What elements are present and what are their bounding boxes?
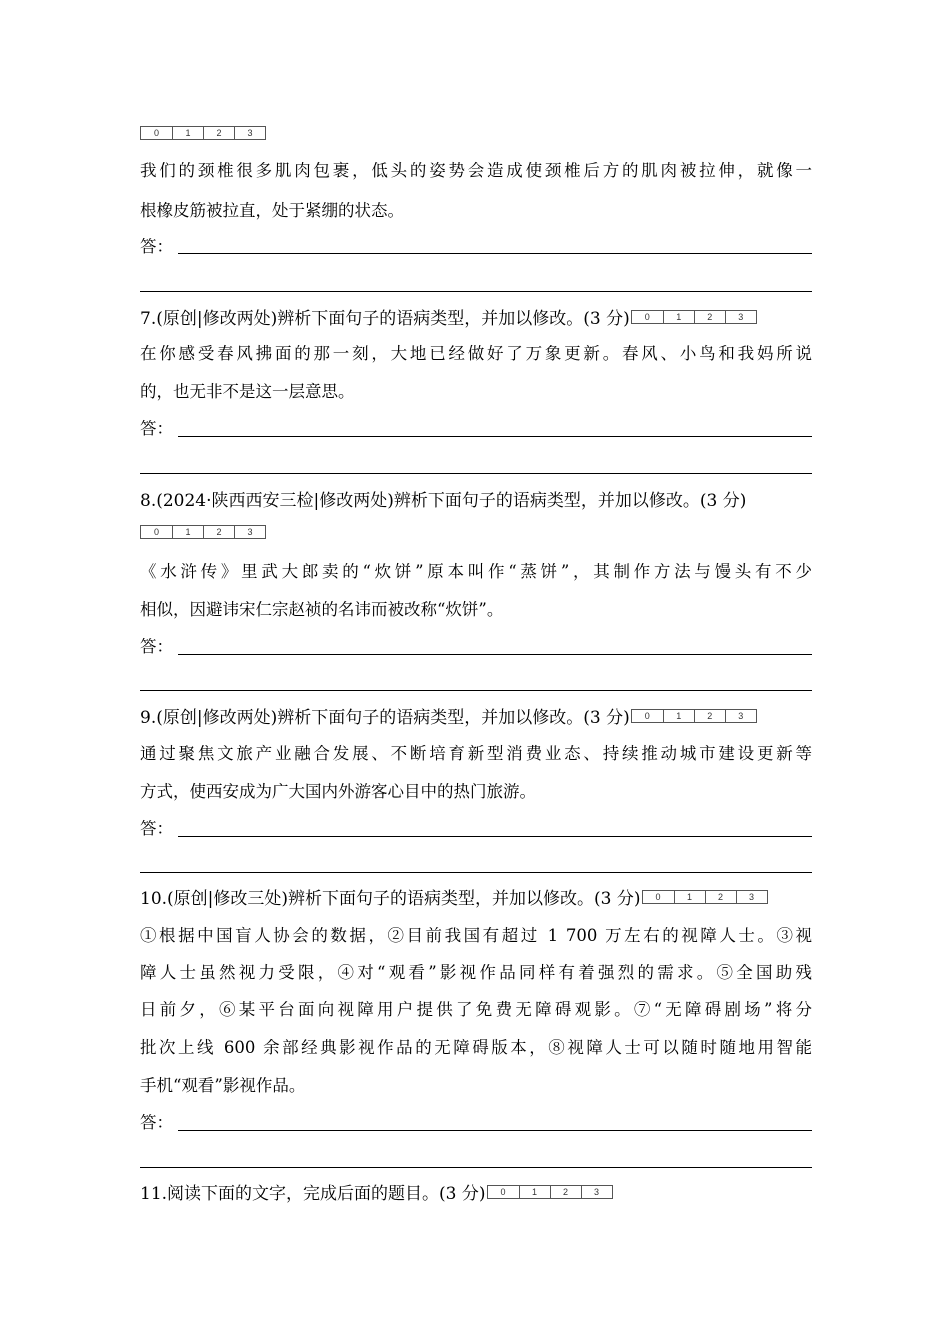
score-option[interactable]: 0 xyxy=(153,128,159,138)
score-option[interactable]: 2 xyxy=(694,710,725,722)
score-option[interactable]: 1 xyxy=(172,526,203,538)
score-box-q9[interactable] xyxy=(631,709,757,723)
answer-label: 答： xyxy=(140,1113,173,1132)
q11-title-text: 11.阅读下面的文字，完成后面的题目。(3 分) xyxy=(140,1184,486,1204)
q8-title: 8.(2024·陕西西安三检|修改两处)辨析下面句子的语病类型，并加以修改。(3 分) xyxy=(140,491,747,511)
answer-line[interactable] xyxy=(140,473,812,474)
score-option[interactable]: 1 xyxy=(172,127,203,139)
score-option[interactable]: 2 xyxy=(550,1186,581,1198)
q9-text-line: 方式，使西安成为广大国内外游客心目中的热门旅游。 xyxy=(140,782,536,801)
score-option[interactable]: 0 xyxy=(500,1186,506,1197)
answer-label: 答： xyxy=(140,237,173,256)
answer-label: 答： xyxy=(140,637,173,656)
score-option[interactable]: 2 xyxy=(203,526,234,538)
q9-text-line: 通过聚焦文旅产业融合发展、不断培育新型消费业态、持续推动城市建设更新等 xyxy=(140,744,812,763)
score-option[interactable]: 3 xyxy=(736,891,767,903)
q6-text-line: 根橡皮筋被拉直，处于紧绷的状态。 xyxy=(140,201,404,220)
score-box-q10[interactable] xyxy=(642,890,768,904)
q7-text-line: 的，也无非不是这一层意思。 xyxy=(140,382,355,401)
answer-line[interactable] xyxy=(178,253,812,254)
score-box-q7[interactable] xyxy=(631,310,757,324)
q10-text-line: ①根据中国盲人协会的数据，②目前我国有超过 1 700 万左右的视障人士。③视 xyxy=(140,926,812,945)
q8-text-line: 《水浒传》里武大郎卖的“炊饼”原本叫作“蒸饼”，其制作方法与馒头有不少 xyxy=(140,562,812,581)
q9-title xyxy=(140,707,757,729)
answer-line[interactable] xyxy=(178,836,812,837)
answer-label: 答： xyxy=(140,819,173,838)
score-option[interactable]: 3 xyxy=(581,1186,612,1198)
q7-title-text: 7.(原创|修改两处)辨析下面句子的语病类型，并加以修改。(3 分) xyxy=(140,309,630,329)
score-option[interactable]: 0 xyxy=(153,527,159,537)
answer-label: 答： xyxy=(140,419,173,438)
score-option[interactable]: 3 xyxy=(725,710,756,722)
score-option[interactable]: 2 xyxy=(705,891,736,903)
q8-text-line: 相似，因避讳宋仁宗赵祯的名讳而被改称“炊饼”。 xyxy=(140,600,504,619)
score-box-q6[interactable] xyxy=(140,126,266,140)
score-option[interactable]: 3 xyxy=(234,127,265,139)
q9-title-text: 9.(原创|修改两处)辨析下面句子的语病类型，并加以修改。(3 分) xyxy=(140,708,630,728)
answer-line[interactable] xyxy=(140,291,812,292)
score-option[interactable]: 1 xyxy=(663,311,694,323)
q7-title xyxy=(140,308,757,330)
answer-line[interactable] xyxy=(178,1130,812,1131)
score-option[interactable]: 3 xyxy=(234,526,265,538)
score-option[interactable]: 0 xyxy=(644,311,650,322)
score-option[interactable]: 2 xyxy=(203,127,234,139)
score-box-q11[interactable] xyxy=(487,1185,613,1199)
score-option[interactable]: 0 xyxy=(655,891,661,902)
q7-text-line: 在你感受春风拂面的那一刻，大地已经做好了万象更新。春风、小鸟和我妈所说 xyxy=(140,344,812,363)
score-option[interactable]: 1 xyxy=(663,710,694,722)
q6-text-line: 我们的颈椎很多肌肉包裹，低头的姿势会造成使颈椎后方的肌肉被拉伸，就像一 xyxy=(140,161,812,180)
q11-title xyxy=(140,1183,613,1205)
q10-text-line: 手机“观看”影视作品。 xyxy=(140,1076,306,1095)
score-option[interactable]: 1 xyxy=(674,891,705,903)
answer-line[interactable] xyxy=(140,872,812,873)
answer-line[interactable] xyxy=(140,690,812,691)
score-option[interactable]: 1 xyxy=(519,1186,550,1198)
score-option[interactable]: 0 xyxy=(644,710,650,721)
q10-title-text: 10.(原创|修改三处)辨析下面句子的语病类型，并加以修改。(3 分) xyxy=(140,889,641,909)
q10-title xyxy=(140,888,768,910)
answer-line[interactable] xyxy=(178,654,812,655)
answer-line[interactable] xyxy=(178,436,812,437)
answer-line[interactable] xyxy=(140,1167,812,1168)
q10-text-line: 障人士虽然视力受限，④对“观看”影视作品同样有着强烈的需求。⑤全国助残 xyxy=(140,963,812,982)
score-box-q8[interactable] xyxy=(140,525,266,539)
q10-text-line: 日前夕，⑥某平台面向视障用户提供了免费无障碍观影。⑦“无障碍剧场”将分 xyxy=(140,1000,812,1019)
score-option[interactable]: 2 xyxy=(694,311,725,323)
q10-text-line: 批次上线 600 余部经典影视作品的无障碍版本，⑧视障人士可以随时随地用智能 xyxy=(140,1038,812,1057)
score-option[interactable]: 3 xyxy=(725,311,756,323)
